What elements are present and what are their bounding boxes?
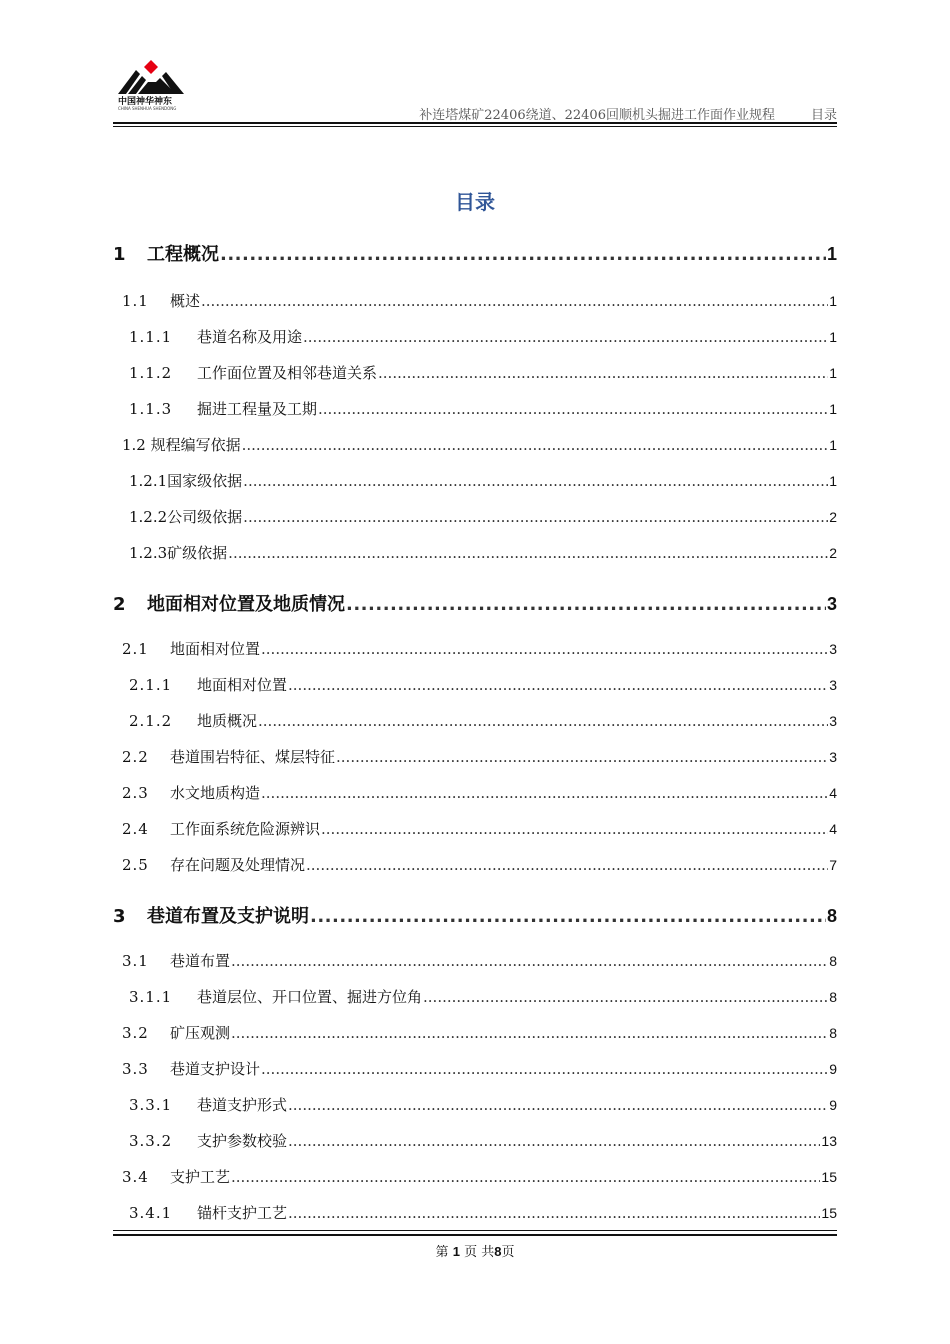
toc-entry-title: 支护参数校验 bbox=[197, 1132, 288, 1150]
toc-entry-page: 3 bbox=[829, 749, 837, 765]
toc-entry-label bbox=[129, 506, 242, 527]
toc-leader-dots bbox=[346, 594, 826, 615]
toc-leader-dots bbox=[231, 952, 828, 970]
toc-entry-page: 1 bbox=[829, 401, 837, 417]
toc-leader-dots bbox=[201, 292, 828, 310]
toc-entry-number: 3.4.1 bbox=[129, 1204, 173, 1222]
toc-entry-label bbox=[122, 950, 230, 971]
toc-entry-number: 2.5 bbox=[122, 856, 149, 874]
toc-entry-label bbox=[113, 902, 309, 928]
toc-entry[interactable] bbox=[113, 240, 837, 266]
toc-entry-page: 2 bbox=[829, 545, 837, 561]
toc-entry-label bbox=[113, 590, 345, 616]
toc-entry-label bbox=[129, 986, 422, 1007]
toc-entry-number: 1.1 bbox=[122, 292, 149, 310]
toc-entry-page: 1 bbox=[829, 293, 837, 309]
toc-entry-title: 1.2.3矿级依据 bbox=[129, 544, 228, 562]
toc-entry-label bbox=[122, 818, 320, 839]
toc-entry-title: 巷道支护形式 bbox=[197, 1096, 288, 1114]
running-header bbox=[419, 104, 837, 123]
toc-leader-dots bbox=[288, 676, 828, 694]
toc-entry[interactable] bbox=[113, 470, 837, 491]
toc-entry[interactable] bbox=[113, 674, 837, 695]
toc-entry-page: 3 bbox=[829, 641, 837, 657]
toc-entry-number: 2.1 bbox=[122, 640, 149, 658]
toc-entry-page: 4 bbox=[829, 785, 837, 801]
toc-entry-label bbox=[122, 1022, 230, 1043]
toc-leader-dots bbox=[261, 784, 828, 802]
toc-entry-page: 8 bbox=[829, 989, 837, 1005]
toc-entry-label bbox=[129, 1202, 287, 1223]
toc-entry-title: 地面相对位置 bbox=[197, 676, 288, 694]
toc-entry-title: 工程概况 bbox=[147, 244, 219, 265]
toc-entry-number: 1.1.3 bbox=[129, 400, 173, 418]
toc-entry[interactable] bbox=[113, 434, 837, 455]
toc-entry-title: 工作面系统危险源辨识 bbox=[170, 820, 321, 838]
toc-entry[interactable] bbox=[113, 542, 837, 563]
toc-leader-dots bbox=[261, 1060, 828, 1078]
footer-page-number: 1 bbox=[452, 1244, 460, 1259]
toc-entry-title: 巷道围岩特征、煤层特征 bbox=[170, 748, 336, 766]
toc-entry-number: 3.3 bbox=[122, 1060, 149, 1078]
toc-entry-page: 3 bbox=[829, 713, 837, 729]
toc-entry-page: 4 bbox=[829, 821, 837, 837]
toc-leader-dots bbox=[231, 1168, 820, 1186]
toc-entry-title: 巷道支护设计 bbox=[170, 1060, 261, 1078]
toc-leader-dots bbox=[423, 988, 828, 1006]
toc-entry-page: 8 bbox=[829, 1025, 837, 1041]
toc-entry-label bbox=[129, 398, 317, 419]
toc-entry-label bbox=[122, 1058, 260, 1079]
footer-prefix: 第 bbox=[435, 1245, 449, 1260]
toc-entry[interactable] bbox=[113, 782, 837, 803]
toc-entry-title: 1.2.2公司级依据 bbox=[129, 508, 243, 526]
toc-entry[interactable] bbox=[113, 950, 837, 971]
toc-entry-page: 1 bbox=[829, 437, 837, 453]
toc-entry[interactable] bbox=[113, 290, 837, 311]
toc-entry[interactable] bbox=[113, 590, 837, 616]
toc-entry-page: 1 bbox=[829, 473, 837, 489]
toc-entry-title: 1.2.1国家级依据 bbox=[129, 472, 243, 490]
toc-leader-dots bbox=[243, 508, 828, 526]
toc-entry[interactable] bbox=[113, 746, 837, 767]
toc-entry[interactable] bbox=[113, 362, 837, 383]
toc-leader-dots bbox=[288, 1204, 820, 1222]
toc-entry-title: 掘进工程量及工期 bbox=[197, 400, 318, 418]
logo-text: 中国神华神东 bbox=[118, 97, 173, 107]
toc-leader-dots bbox=[242, 436, 829, 454]
footer-suffix: 页 bbox=[501, 1245, 515, 1260]
footer-rule bbox=[113, 1234, 837, 1236]
toc-entry[interactable] bbox=[113, 818, 837, 839]
toc-entry-number: 2.3 bbox=[122, 784, 149, 802]
toc-entry-title: 矿压观测 bbox=[170, 1024, 231, 1042]
toc-entry-title: 概述 bbox=[170, 292, 201, 310]
toc-entry-page: 9 bbox=[829, 1061, 837, 1077]
toc-leader-dots bbox=[321, 820, 828, 838]
toc-entry-title: 地面相对位置及地质情况 bbox=[147, 594, 345, 615]
toc-entry-label bbox=[129, 362, 377, 383]
toc-entry-label bbox=[129, 710, 257, 731]
toc-entry-label bbox=[122, 782, 260, 803]
toc-entry-label bbox=[122, 434, 241, 455]
toc-entry[interactable] bbox=[113, 1130, 837, 1151]
toc-entry[interactable] bbox=[113, 1022, 837, 1043]
toc-title: 目录 bbox=[455, 190, 495, 214]
toc-entry-number: 3.1.1 bbox=[129, 988, 173, 1006]
toc-entry-label bbox=[122, 638, 260, 659]
toc-entry-title: 1.2 规程编写依据 bbox=[122, 436, 241, 454]
toc-leader-dots bbox=[378, 364, 828, 382]
toc-entry-number: 3.4 bbox=[122, 1168, 149, 1186]
toc-entry-title: 存在问题及处理情况 bbox=[170, 856, 306, 874]
toc-entry-page: 3 bbox=[826, 594, 837, 614]
toc-entry-number: 2 bbox=[113, 594, 126, 615]
toc-entry-page: 7 bbox=[829, 857, 837, 873]
toc-leader-dots bbox=[228, 544, 828, 562]
toc-leader-dots bbox=[310, 906, 826, 927]
toc-leader-dots bbox=[243, 472, 828, 490]
toc-entry-title: 工作面位置及相邻巷道关系 bbox=[197, 364, 378, 382]
toc-entry-number: 3.2 bbox=[122, 1024, 149, 1042]
toc-entry-label bbox=[122, 854, 305, 875]
toc-entry-page: 13 bbox=[821, 1133, 837, 1149]
toc-entry-title: 水文地质构造 bbox=[170, 784, 261, 802]
footer-total-pages: 8 bbox=[494, 1244, 502, 1259]
toc-entry-page: 8 bbox=[829, 953, 837, 969]
toc-leader-dots bbox=[336, 748, 828, 766]
toc-entry-title: 巷道布置 bbox=[170, 952, 231, 970]
toc-entry-label bbox=[113, 240, 219, 266]
toc-entry-number: 2.1.2 bbox=[129, 712, 173, 730]
toc-entry-page: 15 bbox=[821, 1205, 837, 1221]
footer-mid: 页 共 bbox=[464, 1245, 495, 1260]
toc-entry-title: 巷道层位、开口位置、掘进方位角 bbox=[197, 988, 423, 1006]
toc-entry[interactable] bbox=[113, 1058, 837, 1079]
toc-entry-number: 1.1.2 bbox=[129, 364, 173, 382]
toc-leader-dots bbox=[258, 712, 828, 730]
toc-leader-dots bbox=[303, 328, 828, 346]
toc-entry-page: 8 bbox=[826, 906, 837, 926]
toc-entry-number: 3.1 bbox=[122, 952, 149, 970]
toc-entry-label bbox=[129, 1130, 287, 1151]
toc-entry[interactable] bbox=[113, 506, 837, 527]
toc-entry-label bbox=[129, 1094, 287, 1115]
toc-entry-number: 3.3.2 bbox=[129, 1132, 173, 1150]
header-section: 目录 bbox=[810, 108, 837, 123]
toc-entry-page: 1 bbox=[826, 244, 837, 264]
toc-entry[interactable] bbox=[113, 1166, 837, 1187]
toc-entry-page: 9 bbox=[829, 1097, 837, 1113]
toc-entry-title: 锚杆支护工艺 bbox=[197, 1204, 288, 1222]
toc-entry-number: 1.1.1 bbox=[129, 328, 173, 346]
toc-leader-dots bbox=[220, 244, 826, 265]
toc-entry-label bbox=[122, 1166, 230, 1187]
footer-rule-thin bbox=[113, 1230, 837, 1231]
toc-entry-number: 2.1.1 bbox=[129, 676, 173, 694]
header-rule-thin bbox=[113, 126, 837, 127]
toc-entry[interactable] bbox=[113, 902, 837, 928]
header-rule bbox=[113, 122, 837, 124]
document-title: 补连塔煤矿22406绕道、22406回顺机头掘进工作面作业规程 bbox=[419, 108, 775, 123]
toc-entry[interactable] bbox=[113, 638, 837, 659]
toc-entry[interactable] bbox=[113, 710, 837, 731]
toc-entry[interactable] bbox=[113, 398, 837, 419]
toc-entry[interactable] bbox=[113, 986, 837, 1007]
toc-entry-page: 1 bbox=[829, 365, 837, 381]
toc-entry-label bbox=[122, 746, 335, 767]
toc-entry-title: 地质概况 bbox=[197, 712, 258, 730]
toc-entry-label bbox=[129, 542, 227, 563]
toc-entry-label bbox=[129, 326, 302, 347]
toc-entry[interactable] bbox=[113, 1202, 837, 1223]
toc-entry-label bbox=[122, 290, 200, 311]
toc-leader-dots bbox=[306, 856, 828, 874]
toc-entry-number: 2.4 bbox=[122, 820, 149, 838]
toc-entry-title: 地面相对位置 bbox=[170, 640, 261, 658]
toc-leader-dots bbox=[318, 400, 828, 418]
toc-entry-page: 15 bbox=[821, 1169, 837, 1185]
logo-subtext: CHINA SHENHUA SHENDONG bbox=[118, 106, 177, 111]
toc-entry[interactable] bbox=[113, 326, 837, 347]
toc-entry-page: 2 bbox=[829, 509, 837, 525]
toc-entry-page: 3 bbox=[829, 677, 837, 693]
toc-entry-number: 1 bbox=[113, 244, 126, 265]
toc-entry-title: 巷道名称及用途 bbox=[197, 328, 303, 346]
page-footer bbox=[0, 1241, 950, 1260]
toc-leader-dots bbox=[288, 1096, 828, 1114]
toc-entry-title: 巷道布置及支护说明 bbox=[147, 906, 309, 927]
toc-entry-page: 1 bbox=[829, 329, 837, 345]
toc-entry[interactable] bbox=[113, 1094, 837, 1115]
toc-entry-number: 2.2 bbox=[122, 748, 149, 766]
toc-leader-dots bbox=[288, 1132, 820, 1150]
toc-entry-label bbox=[129, 674, 287, 695]
toc-leader-dots bbox=[261, 640, 828, 658]
toc-entry-number: 3.3.1 bbox=[129, 1096, 173, 1114]
toc-entry-number: 3 bbox=[113, 906, 126, 927]
toc-entry-title: 支护工艺 bbox=[170, 1168, 231, 1186]
toc-entry[interactable] bbox=[113, 854, 837, 875]
toc-leader-dots bbox=[231, 1024, 828, 1042]
toc-entry-label bbox=[129, 470, 242, 491]
